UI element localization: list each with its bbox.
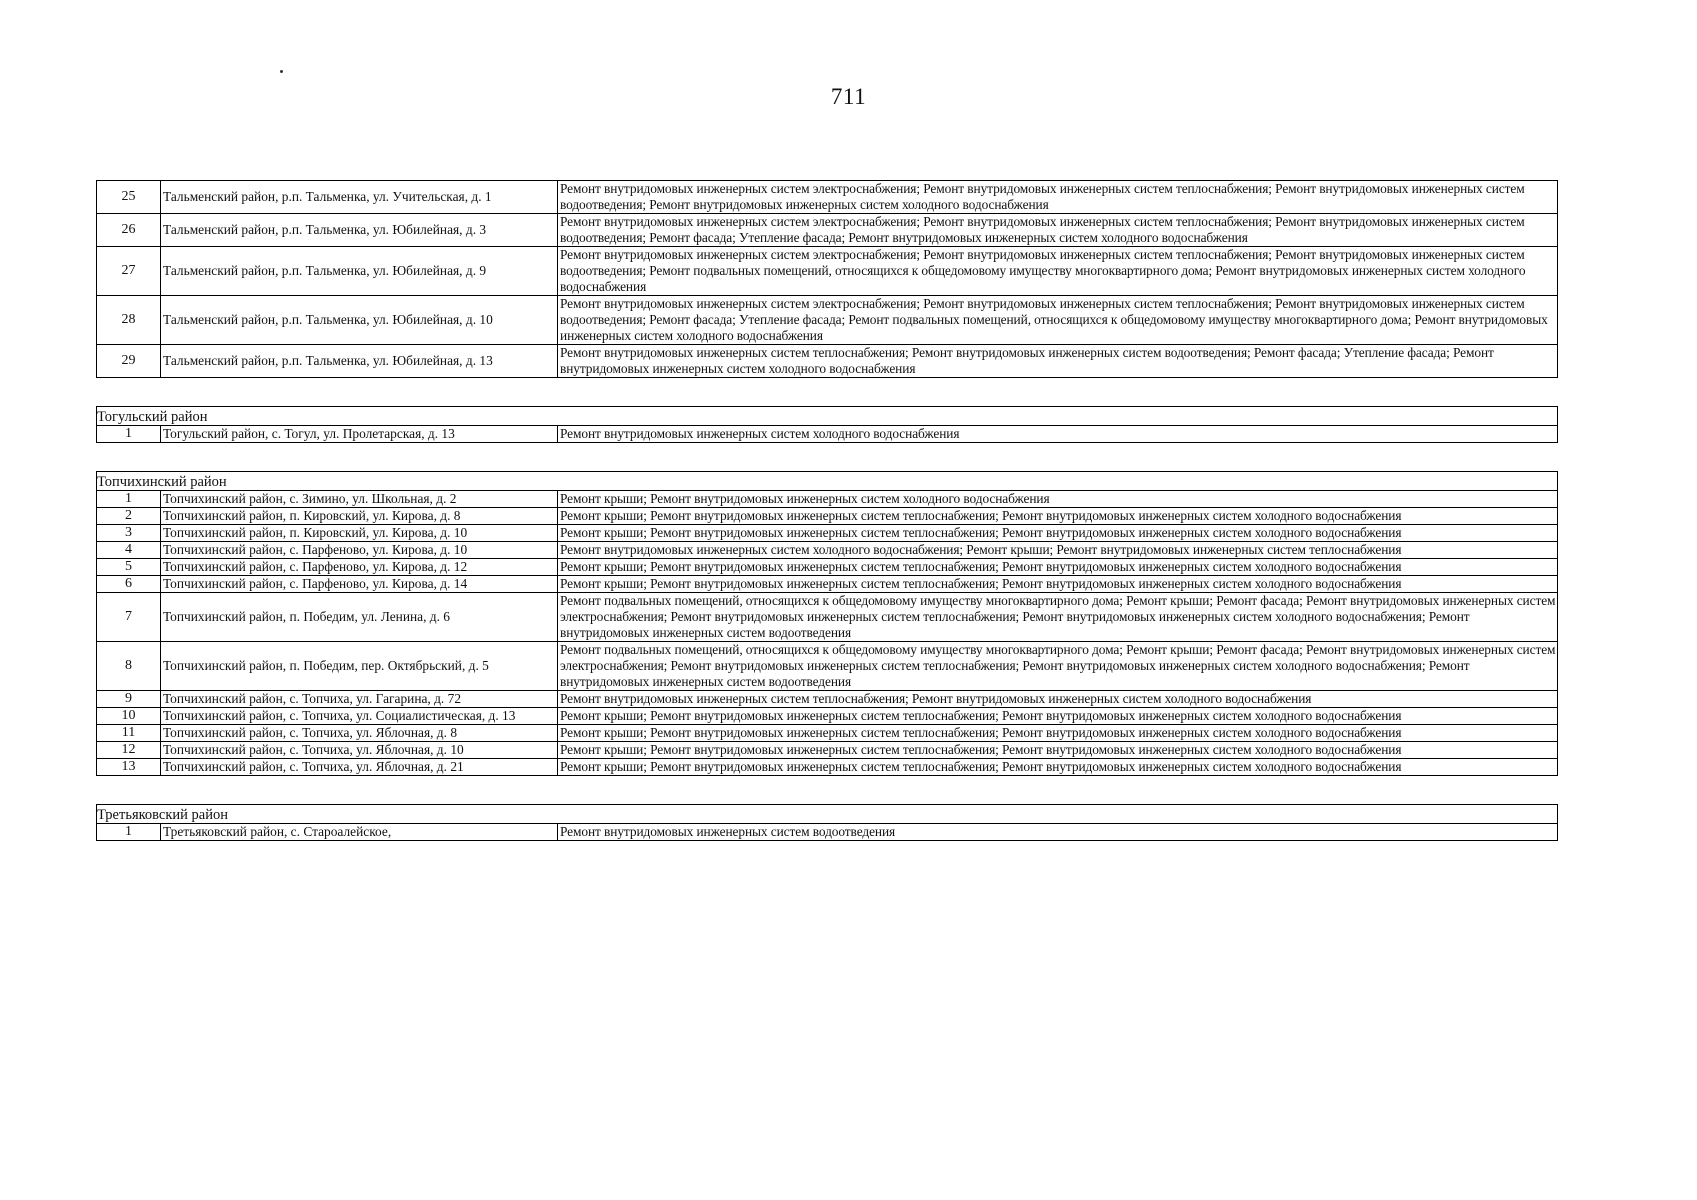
table-row [97, 181, 1558, 214]
row-works: Ремонт крыши; Ремонт внутридомовых инженерных систем теплоснабжения; Ремонт внутридомовых инженерных систем холодного водоснабжения [558, 708, 1558, 725]
row-address: Тальменский район, р.п. Тальменка, ул. Учительская, д. 1 [161, 181, 558, 214]
table-row [97, 708, 1558, 725]
row-number: 13 [97, 759, 161, 776]
row-address: Топчихинский район, с. Топчиха, ул. Яблочная, д. 8 [161, 725, 558, 742]
scan-speck [280, 70, 283, 73]
row-number: 11 [97, 725, 161, 742]
row-address: Тогульский район, с. Тогул, ул. Пролетарская, д. 13 [161, 426, 558, 443]
section-spacer [97, 776, 1558, 805]
section-spacer [97, 378, 1558, 407]
repair-table-body [97, 181, 1558, 841]
table-row [97, 642, 1558, 691]
section-spacer-cell [97, 776, 1558, 805]
section-spacer-cell [97, 378, 1558, 407]
table-row [97, 296, 1558, 345]
row-works: Ремонт крыши; Ремонт внутридомовых инженерных систем теплоснабжения; Ремонт внутридомовых инженерных систем холодного водоснабжения [558, 525, 1558, 542]
row-address: Топчихинский район, с. Зимино, ул. Школьная, д. 2 [161, 491, 558, 508]
table-row [97, 491, 1558, 508]
row-number: 28 [97, 296, 161, 345]
row-number: 29 [97, 345, 161, 378]
row-number: 12 [97, 742, 161, 759]
row-works: Ремонт внутридомовых инженерных систем холодного водоснабжения; Ремонт крыши; Ремонт внутридомовых инженерных систем теплоснабжения [558, 542, 1558, 559]
district-heading-filler [558, 805, 1558, 824]
district-heading-row [97, 472, 1558, 491]
row-number: 1 [97, 491, 161, 508]
row-works: Ремонт внутридомовых инженерных систем теплоснабжения; Ремонт внутридомовых инженерных систем водоотведения; Ремонт фасада; Утепление фасада; Ремонт внутридомовых инженерных систем холодного водоснабжения [558, 345, 1558, 378]
section-spacer-cell [97, 443, 1558, 472]
row-works: Ремонт подвальных помещений, относящихся к общедомовому имуществу многоквартирного дома; Ремонт крыши; Ремонт фасада; Ремонт внутридомовых инженерных систем электроснабжения; Ремонт внутридомовых инженерных систем теплоснабжения; Ремонт внутридомовых инженерных систем холодного водоснабжения; Ремонт внутридомовых инженерных систем водоотведения [558, 593, 1558, 642]
row-number: 7 [97, 593, 161, 642]
row-works: Ремонт внутридомовых инженерных систем водоотведения [558, 824, 1558, 841]
district-heading: Топчихинский район [97, 472, 558, 491]
row-number: 2 [97, 508, 161, 525]
row-works: Ремонт крыши; Ремонт внутридомовых инженерных систем холодного водоснабжения [558, 491, 1558, 508]
row-number: 25 [97, 181, 161, 214]
row-address: Топчихинский район, с. Парфеново, ул. Кирова, д. 10 [161, 542, 558, 559]
table-row [97, 559, 1558, 576]
row-number: 5 [97, 559, 161, 576]
table-row [97, 542, 1558, 559]
row-address: Топчихинский район, с. Топчиха, ул. Гагарина, д. 72 [161, 691, 558, 708]
row-works: Ремонт внутридомовых инженерных систем холодного водоснабжения [558, 426, 1558, 443]
row-number: 6 [97, 576, 161, 593]
row-works: Ремонт крыши; Ремонт внутридомовых инженерных систем теплоснабжения; Ремонт внутридомовых инженерных систем холодного водоснабжения [558, 559, 1558, 576]
section-spacer [97, 443, 1558, 472]
row-works: Ремонт внутридомовых инженерных систем электроснабжения; Ремонт внутридомовых инженерных систем теплоснабжения; Ремонт внутридомовых инженерных систем водоотведения; Ремонт фасада; Утепление фасада; Ремонт внутридомовых инженерных систем холодного водоснабжения [558, 214, 1558, 247]
row-address: Топчихинский район, п. Победим, пер. Октябрьский, д. 5 [161, 642, 558, 691]
table-row [97, 525, 1558, 542]
district-heading-filler [558, 472, 1558, 491]
row-address: Топчихинский район, с. Топчиха, ул. Яблочная, д. 21 [161, 759, 558, 776]
row-works: Ремонт подвальных помещений, относящихся к общедомовому имуществу многоквартирного дома; Ремонт крыши; Ремонт фасада; Ремонт внутридомовых инженерных систем электроснабжения; Ремонт внутридомовых инженерных систем теплоснабжения; Ремонт внутридомовых инженерных систем холодного водоснабжения; Ремонт внутридомовых инженерных систем водоотведения [558, 642, 1558, 691]
row-address: Топчихинский район, с. Топчиха, ул. Социалистическая, д. 13 [161, 708, 558, 725]
district-heading-filler [558, 407, 1558, 426]
row-address: Топчихинский район, п. Кировский, ул. Кирова, д. 8 [161, 508, 558, 525]
table-row [97, 593, 1558, 642]
table-row [97, 426, 1558, 443]
row-address: Топчихинский район, с. Парфеново, ул. Кирова, д. 14 [161, 576, 558, 593]
row-works: Ремонт крыши; Ремонт внутридомовых инженерных систем теплоснабжения; Ремонт внутридомовых инженерных систем холодного водоснабжения [558, 576, 1558, 593]
row-number: 8 [97, 642, 161, 691]
row-number: 3 [97, 525, 161, 542]
row-works: Ремонт крыши; Ремонт внутридомовых инженерных систем теплоснабжения; Ремонт внутридомовых инженерных систем холодного водоснабжения [558, 742, 1558, 759]
repair-table [96, 180, 1558, 841]
row-number: 1 [97, 824, 161, 841]
table-row [97, 508, 1558, 525]
table-row [97, 691, 1558, 708]
table-row [97, 742, 1558, 759]
row-works: Ремонт крыши; Ремонт внутридомовых инженерных систем теплоснабжения; Ремонт внутридомовых инженерных систем холодного водоснабжения [558, 725, 1558, 742]
row-number: 4 [97, 542, 161, 559]
repair-table-container [96, 180, 1558, 841]
district-heading-row [97, 407, 1558, 426]
row-works: Ремонт внутридомовых инженерных систем теплоснабжения; Ремонт внутридомовых инженерных систем холодного водоснабжения [558, 691, 1558, 708]
row-address: Третьяковский район, с. Староалейское, [161, 824, 558, 841]
row-number: 27 [97, 247, 161, 296]
row-address: Топчихинский район, с. Топчиха, ул. Яблочная, д. 10 [161, 742, 558, 759]
row-address: Топчихинский район, с. Парфеново, ул. Кирова, д. 12 [161, 559, 558, 576]
row-works: Ремонт крыши; Ремонт внутридомовых инженерных систем теплоснабжения; Ремонт внутридомовых инженерных систем холодного водоснабжения [558, 508, 1558, 525]
table-row [97, 576, 1558, 593]
table-row [97, 725, 1558, 742]
district-heading: Тогульский район [97, 407, 558, 426]
row-works: Ремонт внутридомовых инженерных систем электроснабжения; Ремонт внутридомовых инженерных систем теплоснабжения; Ремонт внутридомовых инженерных систем водоотведения; Ремонт фасада; Утепление фасада; Ремонт подвальных помещений, относящихся к общедомовому имуществу многоквартирного дома; Ремонт внутридомовых инженерных систем холодного водоснабжения [558, 296, 1558, 345]
row-works: Ремонт крыши; Ремонт внутридомовых инженерных систем теплоснабжения; Ремонт внутридомовых инженерных систем холодного водоснабжения [558, 759, 1558, 776]
row-works: Ремонт внутридомовых инженерных систем электроснабжения; Ремонт внутридомовых инженерных систем теплоснабжения; Ремонт внутридомовых инженерных систем водоотведения; Ремонт внутридомовых инженерных систем холодного водоснабжения [558, 181, 1558, 214]
row-works: Ремонт внутридомовых инженерных систем электроснабжения; Ремонт внутридомовых инженерных систем теплоснабжения; Ремонт внутридомовых инженерных систем водоотведения; Ремонт подвальных помещений, относящихся к общедомовому имуществу многоквартирного дома; Ремонт внутридомовых инженерных систем холодного водоснабжения [558, 247, 1558, 296]
row-address: Тальменский район, р.п. Тальменка, ул. Юбилейная, д. 3 [161, 214, 558, 247]
table-row [97, 824, 1558, 841]
table-row [97, 345, 1558, 378]
table-row [97, 247, 1558, 296]
table-row [97, 759, 1558, 776]
district-heading: Третьяковский район [97, 805, 558, 824]
row-address: Топчихинский район, п. Кировский, ул. Кирова, д. 10 [161, 525, 558, 542]
row-number: 26 [97, 214, 161, 247]
row-address: Топчихинский район, п. Победим, ул. Ленина, д. 6 [161, 593, 558, 642]
row-number: 10 [97, 708, 161, 725]
district-heading-row [97, 805, 1558, 824]
row-address: Тальменский район, р.п. Тальменка, ул. Юбилейная, д. 10 [161, 296, 558, 345]
row-address: Тальменский район, р.п. Тальменка, ул. Юбилейная, д. 13 [161, 345, 558, 378]
row-number: 1 [97, 426, 161, 443]
table-row [97, 214, 1558, 247]
page-number: 711 [830, 84, 867, 109]
row-address: Тальменский район, р.п. Тальменка, ул. Юбилейная, д. 9 [161, 247, 558, 296]
row-number: 9 [97, 691, 161, 708]
